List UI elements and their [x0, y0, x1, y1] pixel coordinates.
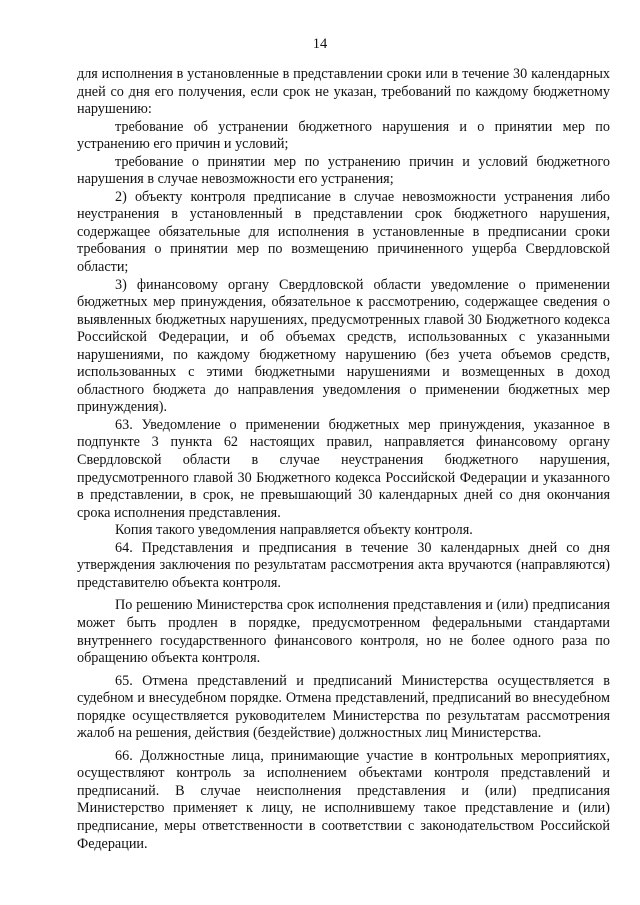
- paragraph-64: 64. Представления и предписания в течение 30 календарных дней со дня утверждения заключения по результатам рассмотрения акта вручаются (направляются) представителю объекта контроля.: [77, 539, 610, 591]
- paragraph-63: 63. Уведомление о применении бюджетных мер принуждения, указанное в подпункте 3 пункта 62 настоящих правил, направляется финансовому органу Свердловской области в случае неустранения бюджетного нарушения, предусмотренного главой 30 Бюджетного кодекса Российской Федерации и указанного в представлении, в срок, не превышающий 30 календарных дней со дня окончания срока исполнения представления.: [77, 416, 610, 521]
- paragraph-63-copy: Копия такого уведомления направляется объекту контроля.: [115, 522, 473, 539]
- paragraph-item-3-notification: 3) финансовому органу Свердловской области уведомление о применении бюджетных мер принуждения, обязательное к рассмотрению, содержащее сведения о выявленных бюджетных нарушениях, предусмотренных главой 30 Бюджетного кодекса Российской Федерации, и об объемах средств, использованных с указанными нарушениями, по каждому бюджетному нарушению (без учета объемов средств, использованных с этими бюджетными нарушениями и возмещенных в доход областного бюджета до направления уведомления о применении бюджетных мер принуждения).: [77, 276, 610, 416]
- paragraph-65: 65. Отмена представлений и предписаний Министерства осуществляется в судебном и внесудебном порядке. Отмена представлений, предписаний во внесудебном порядке осуществляется руководителем Министерства по результатам рассмотрения жалоб на решения, действия (бездействие) должностных лиц Министерства.: [77, 672, 610, 742]
- page-number: 14: [312, 36, 328, 52]
- paragraph-66: 66. Должностные лица, принимающие участие в контрольных мероприятиях, осуществляют контроль за исполнением объектами контроля представлений и предписаний. В случае неисполнения представления и (или) предписания Министерство применяет к лицу, не исполнившему такое представление и (или) предписание, меры ответственности в соответствии с законодательством Российской Федерации.: [77, 747, 610, 852]
- document-body: [77, 66, 610, 853]
- paragraph-item-2-prescription: 2) объекту контроля предписание в случае невозможности устранения либо неустранения в установленный в представлении срок бюджетного нарушения, содержащее обязательные для исполнения в установленные в предписании сроки требования о принятии мер по возмещению причиненного ущерба Свердловской области;: [77, 188, 610, 276]
- paragraph-requirement-measures: требование о принятии мер по устранению причин и условий бюджетного нарушения в случае невозможности его устранения;: [77, 153, 610, 188]
- paragraph-64-extension: По решению Министерства срок исполнения представления и (или) предписания может быть продлен в порядке, предусмотренном федеральными стандартами внутреннего государственного финансового контроля, но не более одного раза по обращению объекта контроля.: [77, 597, 610, 667]
- paragraph-requirement-elimination: требование об устранении бюджетного нарушения и о принятии мер по устранению его причин и условий;: [77, 118, 610, 153]
- paragraph-continuation: для исполнения в установленные в представлении сроки или в течение 30 календарных дней со дня его получения, если срок не указан, требований по каждому бюджетному нарушению:: [77, 66, 610, 118]
